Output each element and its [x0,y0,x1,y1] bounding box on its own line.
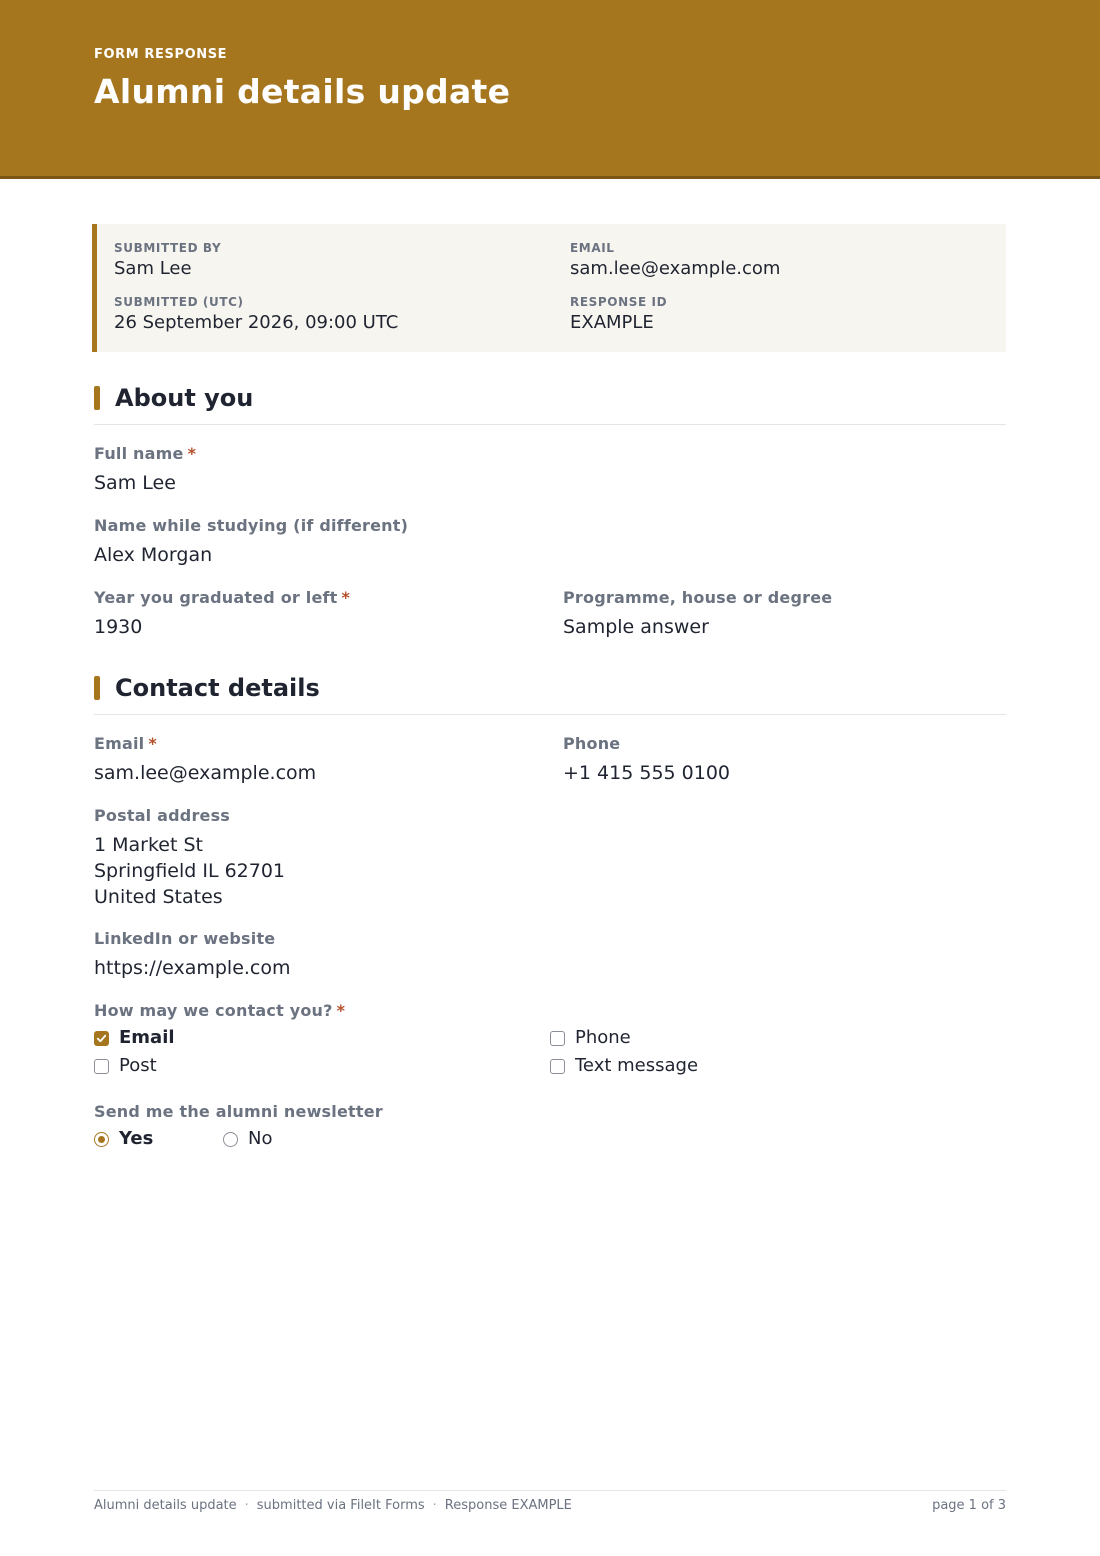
footer-submitted-via: submitted via FileIt Forms [256,1498,425,1513]
required-marker: * [341,588,351,607]
field-value: sam.lee@example.com [94,762,317,784]
field-value: Sample answer [563,616,709,638]
field-newsletter [94,1102,383,1122]
section-contact-details [94,674,1006,715]
field-label-text: Full name [94,444,184,463]
section-title: About you [115,384,254,412]
field-label-text: Email [94,734,145,753]
meta-submitted-by-label: SUBMITTED BY [114,241,222,255]
meta-email-value: sam.lee@example.com [570,258,781,279]
meta-submitted-by [114,240,221,280]
field-label [94,444,196,464]
field-label [94,734,316,754]
footer-response: Response EXAMPLE [444,1498,572,1513]
radio-option-yes[interactable] [94,1127,153,1151]
required-marker: * [187,444,197,463]
form-eyebrow: FORM RESPONSE [94,47,228,62]
field-programme [563,588,832,640]
radio-option-no[interactable] [223,1127,272,1151]
footer-page-number: page 1 of 3 [932,1498,1006,1513]
required-marker: * [336,1001,346,1020]
field-label: Name while studying (if different) [94,516,409,535]
field-value: +1 415 555 0100 [563,762,731,784]
field-value: Alex Morgan [94,544,213,566]
checkbox-label: Text message [575,1055,699,1076]
field-value: 1 Market St Springfield IL 62701 United States [94,834,286,908]
meta-email [570,240,780,280]
meta-response-id-value: EXAMPLE [570,312,654,333]
field-label: Postal address [94,806,231,825]
field-value: https://example.com [94,957,291,979]
checkbox-label: Email [119,1027,175,1048]
checkbox-label: Post [119,1055,157,1076]
radio-dot [98,1136,105,1143]
field-email [94,734,316,786]
field-label-text: How may we contact you? [94,1001,333,1020]
field-name-while-studying [94,516,408,568]
field-label: Programme, house or degree [563,588,833,607]
footer-info [94,1498,572,1513]
checkbox-unchecked-icon[interactable] [550,1031,565,1046]
checkbox-unchecked-icon[interactable] [550,1059,565,1074]
checkbox-checked-icon[interactable] [94,1031,109,1046]
field-contact-preference [94,1001,345,1021]
radio-selected-icon[interactable] [94,1132,109,1147]
footer-form-name: Alumni details update [94,1498,237,1513]
required-marker: * [148,734,157,753]
field-label-text: Year you graduated or left [94,588,338,607]
radio-label: No [248,1128,273,1149]
meta-response-id [570,294,667,334]
footer-separator: · [432,1498,437,1513]
checkbox-option-text-message[interactable] [550,1054,698,1078]
checkbox-option-phone[interactable] [550,1026,631,1050]
meta-submitted-by-value: Sam Lee [114,258,192,279]
meta-email-label: EMAIL [570,241,615,255]
section-accent-bar [94,676,100,700]
section-accent-bar [94,386,100,410]
field-postal-address [94,806,285,910]
meta-submitted-utc-label: SUBMITTED (UTC) [114,295,244,309]
section-about-you [94,384,1006,425]
field-linkedin [94,929,291,981]
meta-submitted-utc-value: 26 September 2026, 09:00 UTC [114,312,399,333]
submission-meta-card [92,224,1006,352]
radio-unselected-icon[interactable] [223,1132,238,1147]
field-year-graduated [94,588,350,640]
footer-separator: · [244,1498,249,1513]
checkbox-unchecked-icon[interactable] [94,1059,109,1074]
checkbox-option-email[interactable] [94,1026,175,1050]
field-phone [563,734,730,786]
meta-submitted-utc [114,294,398,334]
field-value: Sam Lee [94,472,176,494]
checkbox-option-post[interactable] [94,1054,157,1078]
field-label [94,588,350,608]
field-label: Send me the alumni newsletter [94,1102,383,1121]
form-title: Alumni details update [94,72,511,111]
field-value: 1930 [94,616,143,638]
checkbox-label: Phone [575,1027,631,1048]
footer-divider [94,1490,1006,1491]
radio-label: Yes [119,1128,154,1149]
field-full-name [94,444,196,496]
form-header [0,0,1100,179]
field-label [94,1001,345,1021]
field-label: LinkedIn or website [94,929,276,948]
section-title: Contact details [115,674,320,702]
field-label: Phone [563,734,621,753]
meta-response-id-label: RESPONSE ID [570,295,668,309]
